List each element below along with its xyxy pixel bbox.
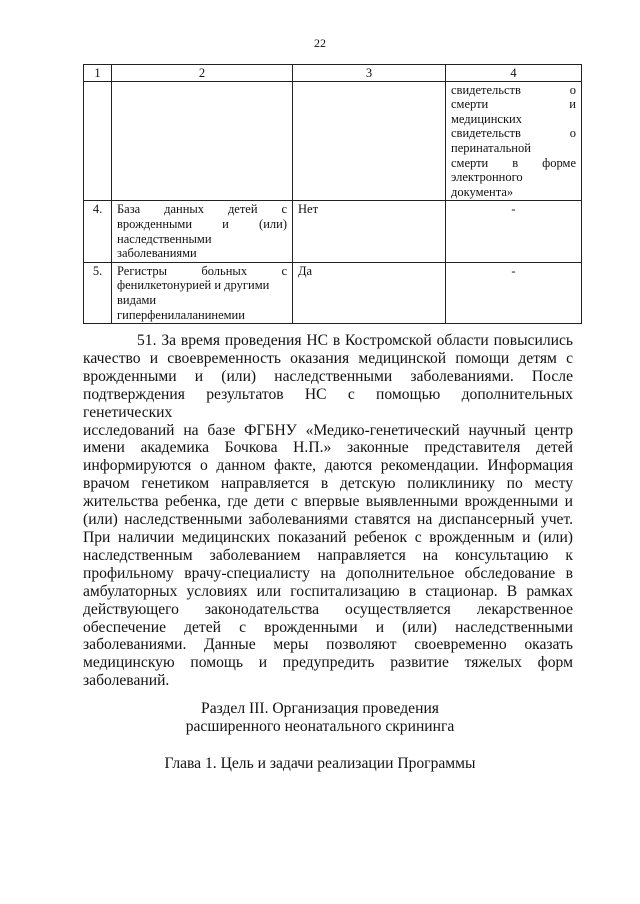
paragraph-line: исследований на базе ФГБНУ «Медико-генетический научный центр [83,421,573,439]
page-number: 22 [314,36,326,50]
paragraph-line: действующего законодательства осуществляется лекарственное [83,600,573,618]
cell-line: наследственными [117,231,212,246]
section-title-line: расширенного неонатального скрининга [185,718,455,735]
table-row [84,262,582,323]
table-header-cell: 4 [446,65,582,82]
row-number: 5. [84,262,112,323]
cell-line: заболеваниями [117,246,197,261]
data-table [83,64,582,324]
paragraph-line: медицинскую помощь и предупредить развитие тяжелых форм [83,654,573,672]
table-row [84,81,582,201]
cell-line: База данных детей с [117,202,287,217]
cell-line: фенилкетонурией и другими [117,278,270,293]
cell-line: свидетельств о [451,82,576,97]
table-cell [84,81,112,201]
paragraph-line: профильному врачу-специалисту на дополнительное обследование в [83,564,573,582]
paragraph-line: жительства ребенка, где дети с впервые выявленными врожденными и [83,493,573,511]
cell-line: смерти и [451,97,576,112]
paragraph-line: амбулаторных условиях или госпитализацию в стационар. В рамках [83,582,573,600]
table-cell: - [446,201,582,262]
table-cell [112,81,293,201]
cell-line: Регистры больных с [117,263,287,278]
paragraph-line: врачом генетиком направляется в детскую поликлинику по месту [83,475,573,493]
paragraph-line: обеспечение детей с врожденными и (или) наследственными [83,618,573,636]
table-header-cell: 3 [293,65,446,82]
table-cell [112,262,293,323]
paragraph-line: заболеваний. [83,672,170,690]
cell-line: медицинских [451,111,522,126]
table-cell: - [446,262,582,323]
paragraph-line: имени академика Бочкова Н.П.» законные представителя детей [83,439,573,457]
cell-line: видами [117,292,157,307]
table-header-row [84,65,582,82]
table-header-cell: 1 [84,65,112,82]
cell-line: документа» [451,184,514,199]
table-row [84,201,582,262]
paragraph-line: При наличии медицинских показаний ребенок с врожденным и (или) [83,528,573,546]
cell-line: смерти в форме [451,155,576,170]
cell-line: гиперфенилаланинемии [117,307,245,322]
table-header-cell: 2 [112,65,293,82]
cell-line: перинатальной [451,140,531,155]
table-cell [446,81,582,201]
paragraph-51 [83,332,573,690]
section-title [0,700,640,736]
cell-line: электронного [451,170,523,185]
paragraph-line: информируются о данном факте, даются рекомендации. Информация [83,457,573,475]
chapter-title: Глава 1. Цель и задачи реализации Программы [164,755,476,772]
paragraph-line: (или) наследственными заболеваниями ставятся на диспансерный учет. [83,511,573,529]
cell-line: врожденными и (или) [117,216,287,231]
table-cell [293,81,446,201]
paragraph-line: заболеваниями. Данные меры позволяют своевременно оказать [83,636,573,654]
paragraph-line: качество и своевременность оказания медицинской помощи детям с [83,349,573,367]
paragraph-line: наследственным заболеванием направляется на консультацию к [83,546,573,564]
paragraph-line: врожденными и (или) наследственными заболеваниями. После [83,367,573,385]
table-cell: Нет [293,201,446,262]
table-cell: Да [293,262,446,323]
paragraph-line: 51. За время проведения НС в Костромской области повысились [137,332,573,349]
table-cell [112,201,293,262]
cell-line: свидетельств о [451,126,576,141]
section-title-line: Раздел III. Организация проведения [201,700,439,717]
row-number: 4. [84,201,112,262]
paragraph-line: подтверждения результатов НС с помощью дополнительных генетических [83,385,573,421]
